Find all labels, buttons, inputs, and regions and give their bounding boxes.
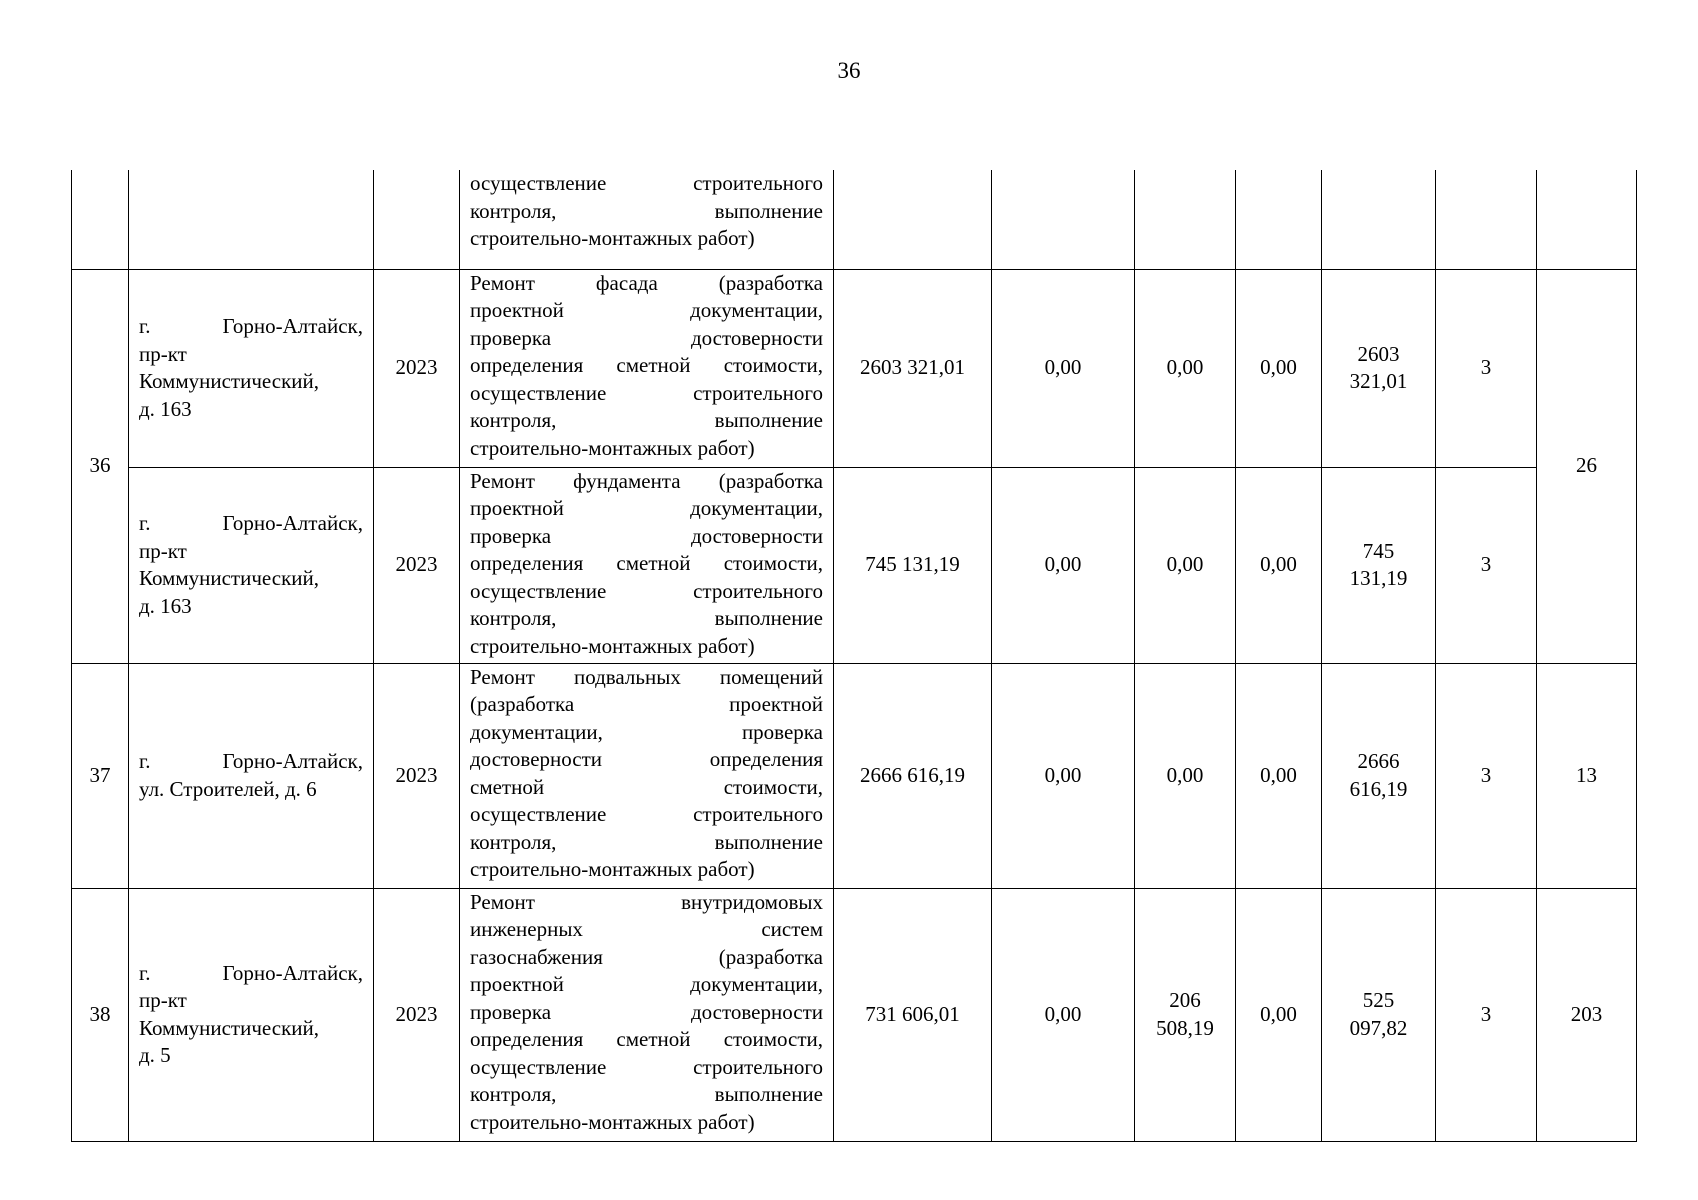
funding-cell: 0,00 [992, 269, 1135, 467]
term-cell: 3 [1436, 467, 1537, 663]
funding-cell: 0,00 [1236, 467, 1322, 663]
total-cost-cell: 2603 321,01 [834, 269, 992, 467]
address-cell: г. Горно-Алтайск, пр-кт Коммунистический, д. 163 [129, 269, 374, 467]
apartments-cell: 13 [1537, 663, 1637, 888]
funding-cell: 525 097,82 [1322, 888, 1436, 1141]
funding-cell [1135, 170, 1236, 269]
total-cost-cell: 731 606,01 [834, 888, 992, 1141]
row-number-cell: 37 [72, 663, 129, 888]
apartments-cell: 26 [1537, 269, 1637, 663]
term-cell: 3 [1436, 888, 1537, 1141]
table-row [72, 269, 1637, 467]
work-description-cell: Ремонт подвальных помещений (разработка проектной документации, проверка достоверности определения сметной стоимости, осуществление строительного контроля, выполнение строительно-монтажных работ) [460, 663, 834, 888]
funding-cell [1236, 170, 1322, 269]
apartments-cell [1537, 170, 1637, 269]
funding-cell [992, 170, 1135, 269]
row-number-cell: 36 [72, 269, 129, 663]
funding-cell: 0,00 [1135, 467, 1236, 663]
work-description-cell: Ремонт фасада (разработка проектной документации, проверка достоверности определения сметной стоимости, осуществление строительного контроля, выполнение строительно-монтажных работ) [460, 269, 834, 467]
funding-cell: 0,00 [992, 663, 1135, 888]
term-cell: 3 [1436, 663, 1537, 888]
funding-cell: 0,00 [1135, 269, 1236, 467]
funding-cell: 206 508,19 [1135, 888, 1236, 1141]
year-cell [374, 170, 460, 269]
row-number-cell [72, 170, 129, 269]
funding-cell: 745 131,19 [1322, 467, 1436, 663]
funding-cell: 0,00 [1236, 269, 1322, 467]
funding-cell: 0,00 [1236, 663, 1322, 888]
address-cell: г. Горно-Алтайск, пр-кт Коммунистический, д. 163 [129, 467, 374, 663]
funding-cell: 2666 616,19 [1322, 663, 1436, 888]
funding-cell: 2603 321,01 [1322, 269, 1436, 467]
table-row [72, 467, 1637, 663]
work-description-cell: Ремонт внутридомовых инженерных систем газоснабжения (разработка проектной документации, проверка достоверности определения сметной стоимости, осуществление строительного контроля, выполнение строительно-монтажных работ) [460, 888, 834, 1141]
year-cell: 2023 [374, 663, 460, 888]
funding-cell: 0,00 [992, 467, 1135, 663]
term-cell [1436, 170, 1537, 269]
funding-cell: 0,00 [1236, 888, 1322, 1141]
table-row [72, 888, 1637, 1141]
page-number: 36 [837, 58, 861, 83]
address-cell [129, 170, 374, 269]
total-cost-cell: 2666 616,19 [834, 663, 992, 888]
total-cost-cell: 745 131,19 [834, 467, 992, 663]
work-description-cell: Ремонт фундамента (разработка проектной документации, проверка достоверности определения сметной стоимости, осуществление строительного контроля, выполнение строительно-монтажных работ) [460, 467, 834, 663]
apartments-cell: 203 [1537, 888, 1637, 1141]
term-cell: 3 [1436, 269, 1537, 467]
year-cell: 2023 [374, 888, 460, 1141]
year-cell: 2023 [374, 467, 460, 663]
row-number-cell: 38 [72, 888, 129, 1141]
funding-cell [1322, 170, 1436, 269]
year-cell: 2023 [374, 269, 460, 467]
funding-cell: 0,00 [992, 888, 1135, 1141]
total-cost-cell [834, 170, 992, 269]
address-cell: г. Горно-Алтайск, ул. Строителей, д. 6 [129, 663, 374, 888]
work-description-cell: осуществление строительного контроля, выполнение строительно-монтажных работ) [460, 170, 834, 269]
address-cell: г. Горно-Алтайск, пр-кт Коммунистический, д. 5 [129, 888, 374, 1141]
funding-cell: 0,00 [1135, 663, 1236, 888]
capital-repair-table [71, 170, 1637, 1142]
table-row [72, 663, 1637, 888]
table-row [72, 170, 1637, 269]
